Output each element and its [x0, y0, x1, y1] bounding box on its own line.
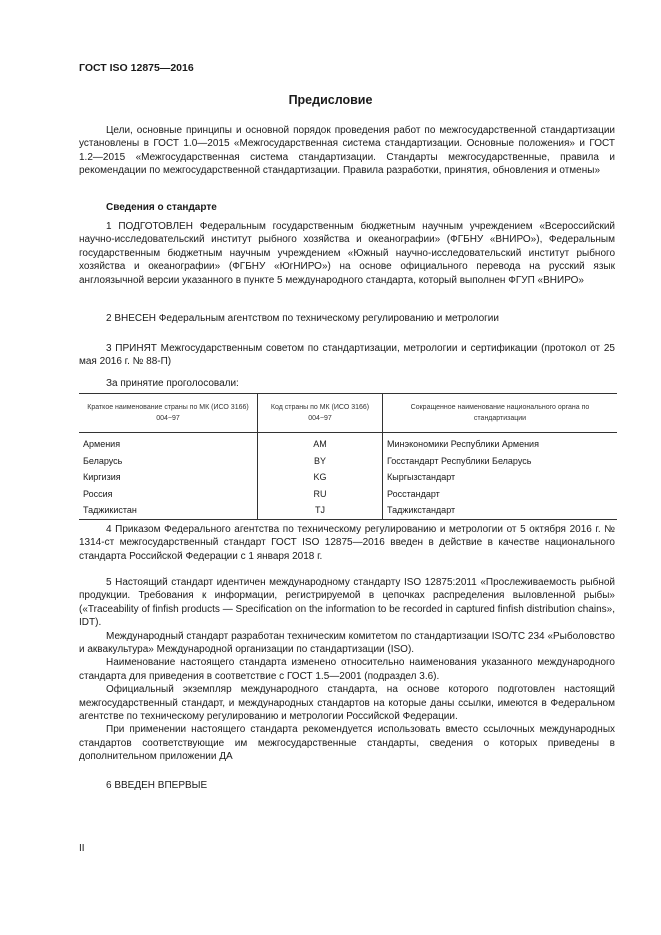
- table-header-country: Краткое наименование страны по МК (ИСО 3166) 004−97: [79, 394, 258, 433]
- table-cell-body: Таджикстандарт: [383, 502, 618, 519]
- table-row: [79, 453, 617, 470]
- table-cell-code: KG: [258, 469, 383, 486]
- table-header-body: Сокращенное наименование национального органа по стандартизации: [383, 394, 618, 433]
- table-header-row: [79, 394, 617, 433]
- table-cell-code: AM: [258, 433, 383, 453]
- item-5-section: [79, 576, 615, 764]
- table-cell-body: Минэкономики Республики Армения: [383, 433, 618, 453]
- table-row: [79, 433, 617, 453]
- table-row: [79, 486, 617, 503]
- voting-table: [79, 393, 617, 520]
- item-2-paragraph: 2 ВНЕСЕН Федеральным агентством по техническому регулированию и метрологии: [106, 313, 499, 324]
- table-cell-country: Таджикистан: [79, 502, 258, 519]
- table-cell-country: Россия: [83, 488, 113, 499]
- table-row: [79, 502, 617, 519]
- item-5-paragraph: Международный стандарт разработан техническим комитетом по стандартизации ISO/TC 234 «Рыболовство и аквакультура» Международной организации по стандартизации (ISO).: [79, 630, 615, 656]
- table-cell-body: Госстандарт Республики Беларусь: [383, 453, 618, 470]
- item-4-paragraph: 4 Приказом Федерального агентства по техническому регулированию и метрологии от 5 октября 2016 г. № 1314-ст межгосударственный стандарт ГОСТ ISO 12875—2016 введен в действие в качестве национального стандарта Российской Федерации с 1 января 2018 г.: [79, 524, 615, 562]
- vote-label: За принятие проголосовали:: [106, 378, 239, 389]
- item-3-paragraph: 3 ПРИНЯТ Межгосударственным советом по стандартизации, метрологии и сертификации (протокол от 25 мая 2016 г. № 88-П): [79, 343, 615, 368]
- item-5-paragraph: Официальный экземпляр международного стандарта, на основе которого подготовлен настоящий межгосударственный стандарт, и международных стандартов на которые даны ссылки, имеются в Федеральном агентстве по техническому регулированию и метрологии Российской Федерации.: [79, 684, 615, 723]
- table-header-code: Код страны по МК (ИСО 3166) 004−97: [258, 394, 383, 433]
- table-cell-country: Армения: [83, 439, 121, 450]
- table-row: [79, 469, 617, 486]
- page-title: Предисловие: [288, 93, 373, 107]
- item-6-paragraph: 6 ВВЕДЕН ВПЕРВЫЕ: [106, 780, 208, 791]
- item-5-paragraph: При применении настоящего стандарта рекомендуется использовать вместо ссылочных международных стандартов соответствующие им межгосударственные стандарты, сведения о которых приведены в дополнительном приложении ДА: [79, 724, 615, 763]
- intro-paragraph: Цели, основные принципы и основной порядок проведения работ по межгосударственной стандартизации установлены в ГОСТ 1.0—2015 «Межгосударственная система стандартизации. Основные положения» и ГОСТ 1.2—2015 «Межгосударственная система стандартизации. Стандарты межгосударственные, правила и рекомендации по межгосударственной стандартизации. Правила разработки, принятия, обновления и отмены»: [79, 125, 615, 177]
- table-cell-country: Киргизия: [83, 472, 121, 483]
- table-cell-code: BY: [258, 453, 383, 470]
- item-5-paragraph: 5 Настоящий стандарт идентичен международному стандарту ISO 12875:2011 «Прослеживаемость рыбной продукции. Требования к информации, регистрируемой в цепочках распределения выловленной рыбы» («Traceability of finfish products — Specification on the information to be recorded in captured finfish distribution chains», IDT).: [79, 577, 615, 629]
- table-cell-body: Кыргызстандарт: [383, 469, 618, 486]
- table-cell-code: RU: [258, 486, 383, 503]
- table-cell-country: Беларусь: [83, 455, 123, 466]
- table-cell-code: TJ: [258, 502, 383, 519]
- section-subheading: Сведения о стандарте: [106, 202, 217, 213]
- page-number: II: [79, 843, 85, 854]
- standard-code-header: ГОСТ ISO 12875—2016: [79, 62, 194, 74]
- item-5-paragraph: Наименование настоящего стандарта изменено относительно наименования указанного международного стандарта для приведения в соответствие с ГОСТ 1.5—2001 (подраздел 3.6).: [79, 657, 615, 682]
- table-cell-body: Росстандарт: [383, 486, 618, 503]
- item-1-paragraph: 1 ПОДГОТОВЛЕН Федеральным государственным бюджетным научным учреждением «Всероссийский научно-исследовательский институт рыбного хозяйства и океанографии» (ФГБНУ «ВНИРО»), Федеральным государственным бюджетным научным учреждением «Южный научно-исследовательский институт рыбного хозяйства и океанографии» (ФГБНУ «ЮгНИРО») на основе официального перевода на русский язык англоязычной версии указанного в пункте 5 международного стандарта, который выполнен ФГУП «ВНИРО»: [79, 221, 615, 286]
